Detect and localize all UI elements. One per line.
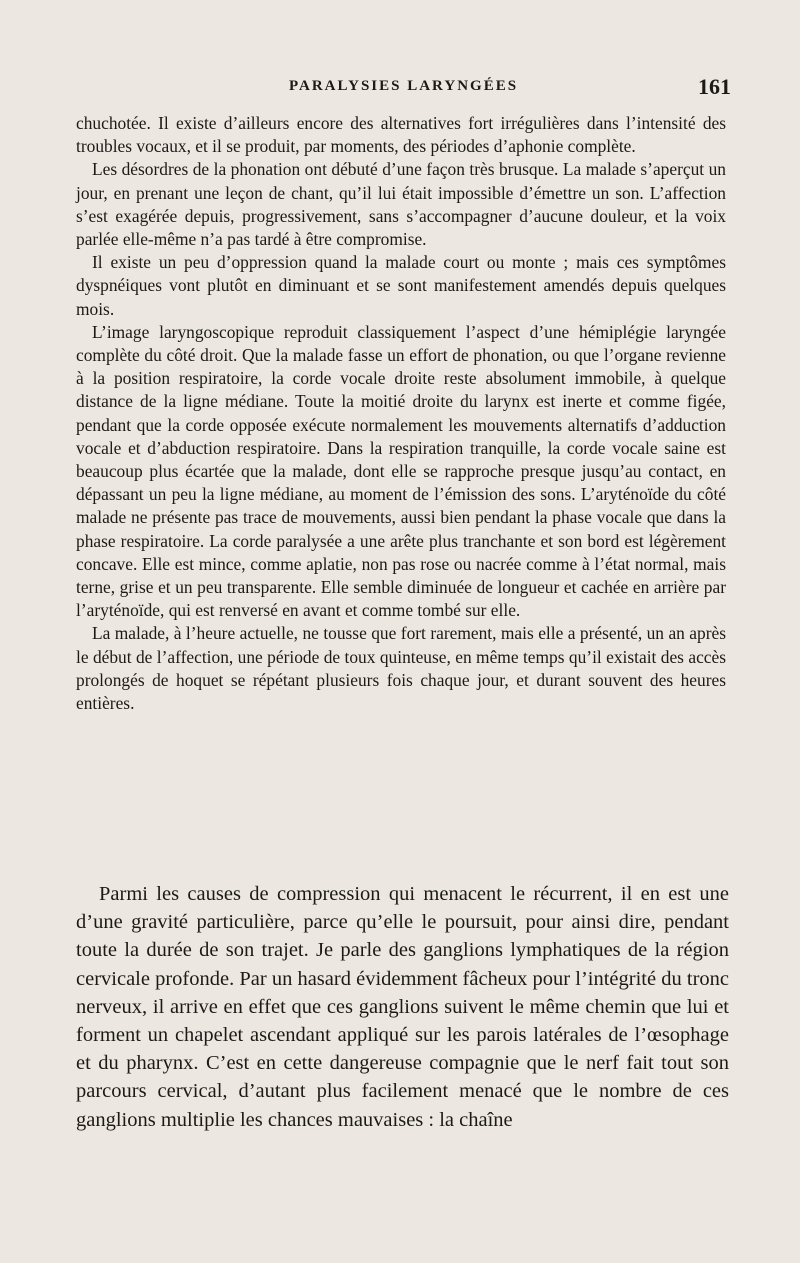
main-body-text <box>76 880 729 1134</box>
page-number: 161 <box>698 74 731 99</box>
case-paragraph-4: L’image laryngoscopique reproduit classiquement l’aspect d’une hémiplégie laryngée complète du côté droit. Que la malade fasse un effort de phonation, ou que l’organe revienne à la position respiratoire, la corde vocale droite reste absolument immobile, à quelque distance de la ligne médiane. Toute la moitié droite du larynx est inerte et comme figée, pendant que la corde opposée exécute normalement les mouvements alternatifs d’adduction vocale et d’abduction respiratoire. Dans la respiration tranquille, la corde vocale saine est beaucoup plus écartée que la malade, dont elle se rapproche presque jusqu’au contact, en dépassant un peu la ligne médiane, au moment de l’émission des sons. L’aryténoïde du côté malade ne présente pas trace de mouvements, aussi bien pendant la phase vocale que dans la phase respiratoire. La corde paralysée a une arête plus tranchante et son bord est légèrement concave. Elle est mince, comme aplatie, non pas rose ou nacrée comme à l’état normal, mais terne, grise et un peu transparente. Elle semble diminuée de longueur et cachée en arrière par l’aryténoïde, qui est renversé en avant et comme tombé sur elle. <box>76 321 726 621</box>
running-head <box>76 76 731 100</box>
case-paragraph-5: La malade, à l’heure actuelle, ne tousse que fort rarement, mais elle a présenté, un an après le début de l’affection, une période de toux quinteuse, en même temps qu’il existait des accès prolongés de hoquet se répétant plusieurs fois chaque jour, et durant souvent des heures entières. <box>76 623 726 714</box>
case-paragraph-2: Les désordres de la phonation ont débuté d’une façon très brusque. La malade s’aperçut un jour, en prenant une leçon de chant, qu’il lui était impossible d’émettre un son. L’affection s’est exagérée depuis, progressivement, sans s’accompagner d’aucune douleur, et la voix parlée elle-même n’a pas tardé à être compromise. <box>76 159 726 250</box>
running-title: PARALYSIES LARYNGÉES <box>288 78 519 94</box>
case-paragraph-1: chuchotée. Il existe d’ailleurs encore des alternatives fort irrégulières dans l’intensité des troubles vocaux, et il se produit, par moments, des périodes d’aphonie complète. <box>76 113 726 157</box>
case-report-text <box>76 112 726 715</box>
case-paragraph-3: Il existe un peu d’oppression quand la malade court ou monte ; mais ces symptômes dyspnéiques vont plutôt en diminuant et se sont manifestement amendés depuis quelques mois. <box>76 252 726 319</box>
main-paragraph: Parmi les causes de compression qui menacent le récurrent, il en est une d’une gravité particulière, parce qu’elle le poursuit, pour ainsi dire, pendant toute la durée de son trajet. Je parle des ganglions lymphatiques de la région cervicale profonde. Par un hasard évidemment fâcheux pour l’intégrité du tronc nerveux, il arrive en effet que ces ganglions suivent le même chemin que lui et forment un chapelet ascendant appliqué sur les parois latérales de l’œsophage et du pharynx. C’est en cette dangereuse compagnie que le nerf fait tout son parcours cervical, d’autant plus facilement menacé que le nombre de ces ganglions multiplie les chances mauvaises : la chaîne <box>76 883 729 1131</box>
